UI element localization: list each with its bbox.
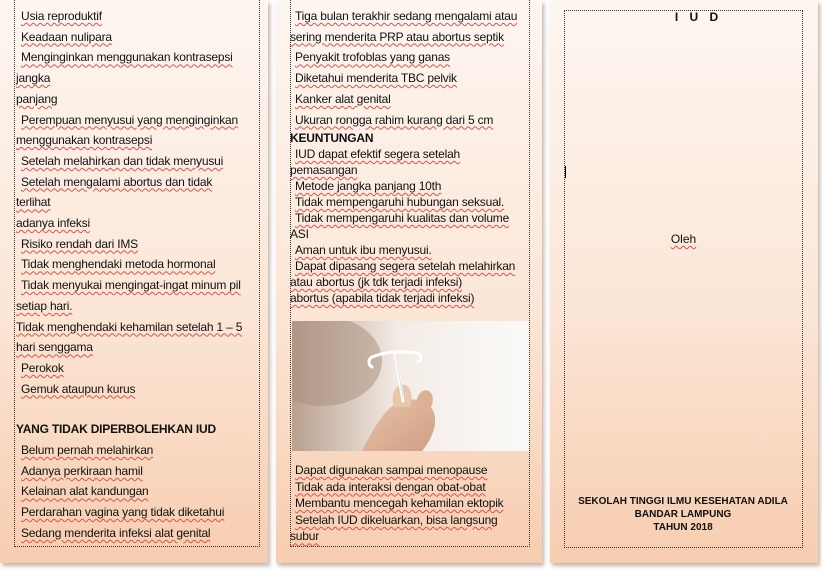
list-item: abortus (apabila tidak terjadi infeksi) <box>290 291 475 306</box>
heading-benefits: KEUNTUNGAN <box>290 131 374 146</box>
list-item: Perdarahan vagina yang tidak diketahui <box>21 505 225 520</box>
list-item: ASI <box>290 227 309 242</box>
list-item: Gemuk ataupun kurus <box>21 381 136 396</box>
list-item: Diketahui menderita TBC pelvik <box>295 71 457 86</box>
list-item: pemasangan <box>290 163 358 178</box>
list-item: setiap hari. <box>16 298 73 313</box>
list-item: Membantu mencegah kehamilan ektopik <box>295 496 504 511</box>
panel-right-dotted-frame <box>564 10 803 548</box>
contraindications-benefits-list <box>290 6 532 306</box>
list-item: Perempuan menyusui yang menginginkan <box>21 112 238 127</box>
list-item: Perokok <box>21 360 64 375</box>
list-item: Tiga bulan terakhir sedang mengalami atau <box>295 9 518 23</box>
list-item: Ukuran rongga rahim kurang dari 5 cm <box>295 112 494 127</box>
list-item: panjang <box>16 91 58 106</box>
list-item: Setelah IUD dikeluarkan, bisa langsung <box>295 512 498 527</box>
list-item: Kanker alat genital <box>295 91 391 106</box>
list-item: adanya infeksi <box>16 216 90 231</box>
list-item: Tidak menghendaki kehamilan setelah 1 – 5 <box>16 319 243 334</box>
list-item: menggunakan kontrasepsi <box>16 133 153 148</box>
list-item: Adanya perkiraan hamil <box>21 463 143 478</box>
list-item: Belum pernah melahirkan <box>21 443 154 458</box>
list-item: Setelah mengalami abortus dan tidak <box>21 174 213 189</box>
list-item: Sedang menderita infeksi alat genital <box>21 525 211 540</box>
list-item: Tidak mempengaruhi kualitas dan volume <box>295 211 510 226</box>
list-item: Penyakit trofoblas yang ganas <box>295 50 450 65</box>
cover-title: I U D <box>674 10 723 24</box>
list-item: Tidak menghendaki metoda hormonal <box>21 257 216 272</box>
benefits-continued-list <box>290 462 532 545</box>
institution-year: TAHUN 2018 <box>653 522 713 533</box>
cover-author-label: Oleh <box>670 232 697 246</box>
list-item: jangka <box>16 71 51 86</box>
list-item: Tidak menyukai mengingat-ingat minum pil <box>21 278 241 293</box>
list-item: Tidak mempengaruhi hubungan seksual. <box>295 195 505 210</box>
list-item: Aman untuk ibu menyusui. <box>295 243 432 258</box>
iud-hand-illustration <box>292 321 529 451</box>
text-cursor <box>565 166 566 178</box>
list-item: Dapat dipasang segera setelah melahirkan <box>295 259 516 274</box>
institution-name: SEKOLAH TINGGI ILMU KESEHATAN ADILA <box>578 496 788 507</box>
cover-institution-block <box>560 495 806 534</box>
list-item: sering menderita PRP atau abortus septik <box>290 29 504 44</box>
institution-city: BANDAR LAMPUNG <box>634 509 732 520</box>
list-item: terlihat <box>16 195 51 210</box>
list-item: Tidak ada interaksi dengan obat-obat <box>295 479 486 494</box>
list-item: IUD dapat efektif segera setelah <box>295 147 461 162</box>
list-item: Metode jangka panjang 10th <box>295 179 442 194</box>
heading-not-allowed: YANG TIDAK DIPERBOLEHKAN IUD <box>16 422 216 437</box>
indications-list <box>16 6 266 544</box>
iud-photo <box>292 321 529 451</box>
brochure-panel-right <box>550 0 818 563</box>
list-item: Kelainan alat kandungan <box>21 484 149 499</box>
list-item: Dapat digunakan sampai menopause <box>295 463 488 477</box>
list-item: Usia reproduktif <box>21 9 102 23</box>
list-item: Risiko rendah dari IMS <box>21 236 138 251</box>
list-item: subur <box>290 529 320 544</box>
list-item: Menginginkan menggunakan kontrasepsi <box>21 50 233 65</box>
list-item: Setelah melahirkan dan tidak menyusui <box>21 153 224 168</box>
list-item: hari senggama <box>16 340 93 355</box>
list-item: Keadaan nulipara <box>21 29 112 44</box>
list-item: atau abortus (jk tdk terjadi infeksi) <box>290 275 463 290</box>
